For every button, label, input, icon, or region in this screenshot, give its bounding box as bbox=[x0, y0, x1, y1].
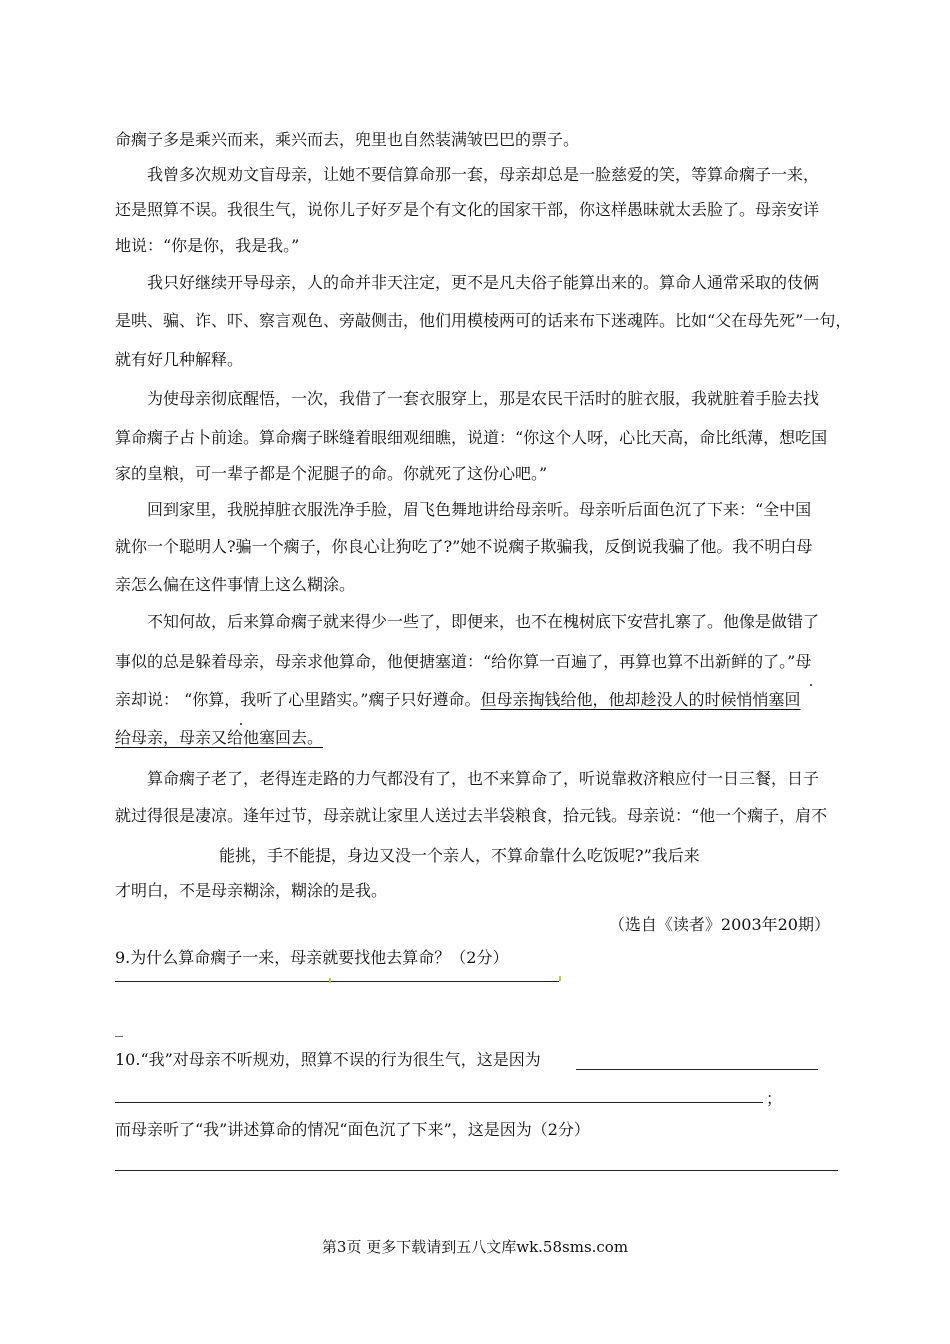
semicolon: ； bbox=[766, 1089, 783, 1108]
passage-line: 就过得很是凄凉。逢年过节，母亲就让家里人送过去半袋粮食，拾元钱。母亲说：“他一个瘸子，肩不 bbox=[115, 806, 828, 825]
underlined-sentence: 给母亲，母亲又给他塞回去。 bbox=[115, 728, 324, 747]
marker bbox=[559, 976, 561, 981]
question-10-part2: 而母亲听了“我”讲述算命的情况“面色沉了下来”，这是因为（2分） bbox=[115, 1120, 590, 1139]
answer-line-q10b[interactable] bbox=[115, 1102, 763, 1103]
passage-line: 亲怎么偏在这件事情上这么糊涂。 bbox=[115, 575, 356, 594]
marker bbox=[329, 978, 331, 983]
passage-line: 算命瘸子老了，老得连走路的力气都没有了，也不来算命了，听说靠救济粮应付一日三餐，日子 bbox=[147, 769, 820, 788]
passage-line: 命瘸子多是乘兴而来，乘兴而去，兜里也自然装满皱巴巴的票子。 bbox=[115, 130, 580, 149]
answer-line-q9[interactable] bbox=[115, 981, 559, 982]
underlined-sentence: 但母亲掏钱给他，他却趁没人的时候悄悄塞回 bbox=[480, 690, 801, 709]
page-footer: 第3页 更多下载请到五八文库wk.58sms.com bbox=[321, 1238, 629, 1256]
passage-line: 地说：“你是你，我是我。” bbox=[115, 236, 300, 255]
stray-mark: _ bbox=[115, 1018, 123, 1037]
passage-line: 事似的总是躲着母亲，母亲求他算命，他便搪塞道：“给你算一百遍了，再算也算不出新鲜的了。”母 bbox=[115, 652, 812, 671]
answer-line-q10c[interactable] bbox=[115, 1170, 838, 1171]
passage-line: 是哄、骗、诈、吓、察言观色、旁敲侧击，他们用模棱两可的话来布下迷魂阵。比如“父在母先死”一句， bbox=[115, 311, 852, 330]
passage-line: 为使母亲彻底醒悟，一次，我借了一套衣服穿上，那是农民干活时的脏衣服，我就脏着手脸去找 bbox=[147, 389, 820, 408]
passage-line: 就有好几种解释。 bbox=[115, 350, 244, 369]
passage-line: 还是照算不误。我很生气，说你儿子好歹是个有文化的国家干部，你这样愚昧就太丢脸了。母亲安详 bbox=[115, 200, 820, 219]
emphasis-dot bbox=[240, 723, 242, 725]
passage-line bbox=[115, 690, 800, 710]
passage-line: 我曾多次规劝文盲母亲，让她不要信算命那一套，母亲却总是一脸慈爱的笑，等算命瘸子一来， bbox=[147, 165, 820, 184]
passage-text: 亲却说： “你算，我听了心里踏实。”瘸子只好遵命。 bbox=[115, 690, 481, 709]
passage-line: 回到家里，我脱掉脏衣服洗净手脸，眉飞色舞地讲给母亲听。母亲听后面色沉了下来：“全中国 bbox=[147, 500, 812, 519]
passage-line: 算命瘸子占卜前途。算命瘸子眯缝着眼细观细瞧，说道：“你这个人呀，心比天高，命比纸薄，想吃国 bbox=[115, 428, 828, 447]
passage-line: 家的皇粮，可一辈子都是个泥腿子的命。你就死了这份心吧。” bbox=[115, 464, 548, 483]
passage-line: 才明白，不是母亲糊涂，糊涂的是我。 bbox=[115, 881, 388, 900]
passage-line: 就你一个聪明人?骗一个瘸子，你良心让狗吃了?”她不说瘸子欺骗我，反倒说我骗了他。我不明白母 bbox=[115, 537, 813, 556]
answer-line-q10a[interactable] bbox=[576, 1069, 818, 1070]
question-10: 10.“我”对母亲不听规劝，照算不误的行为很生气，这是因为 bbox=[115, 1050, 541, 1069]
emphasis-dot bbox=[810, 684, 812, 686]
source-citation: （选自《读者》2003年20期） bbox=[608, 915, 830, 934]
passage-line: 能挑，手不能提，身边又没一个亲人，不算命靠什么吃饭呢?”我后来 bbox=[219, 846, 700, 865]
passage-line: 我只好继续开导母亲，人的命并非天注定，更不是凡夫俗子能算出来的。算命人通常采取的伎俩 bbox=[147, 273, 820, 292]
passage-line: 不知何故，后来算命瘸子就来得少一些了，即便来，也不在槐树底下安营扎寨了。他像是做错了 bbox=[147, 612, 820, 631]
question-9: 9.为什么算命瘸子一来，母亲就要找他去算命？（2分） bbox=[115, 948, 509, 967]
